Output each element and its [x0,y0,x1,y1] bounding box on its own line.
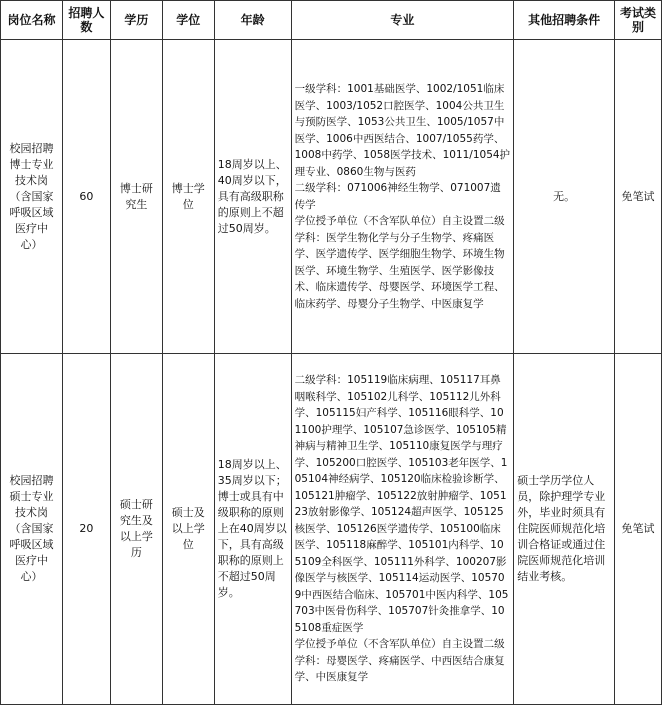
header-age: 年龄 [214,1,291,40]
position-cell: 校园招聘硕士专业技术岗（含国家呼吸区域医疗中心） [1,354,63,705]
count-cell: 20 [62,354,110,705]
education-cell: 硕士研究生及以上学历 [110,354,162,705]
major-line: 学位授予单位（不含军队单位）自主设置二级学科：母婴医学、疼痛医学、中西医结合康复学、中医康复学 [294,638,505,684]
header-other: 其他招聘条件 [514,1,615,40]
header-major: 专业 [291,1,514,40]
major-line: 二级学科：071006神经生物学、071007遗传学 [294,182,501,211]
major-line: 二级学科：105119临床病理、105117耳鼻咽喉科学、105102儿科学、105112儿外科学、105115妇产科学、105116眼科学、101100护理学、105107急诊医学、105105精神病与精神卫生学、105110康复医学与理疗学、105200口腔医学、105103老年医学、105104神经病学、105120临床检验诊断学、105121肿瘤学、105122放射肿瘤学、105123放射影像学、105124超声医学、105125核医学、105126医学遗传学、105100临床医学、105118麻醉学、105101内科学、105109全科医学、105111外科学、100207影像医学与核医学、105114运动医学、105709中西医结合临床、105701中医内科学、105703中医骨伤科学、105707针灸推拿学、105108重症医学 [294,374,509,634]
major-line: 一级学科：1001基础医学、1002/1051临床医学、1003/1052口腔医学、1004公共卫生与预防医学、1053公共卫生、1005/1057中医学、1006中西医结合、1007/1055药学、1008中药学、1058医学技术、1011/1054护理专业、0860生物与医药 [294,83,511,178]
table-row [1,40,662,354]
degree-cell: 硕士及以上学位 [162,354,214,705]
major-line: 学位授予单位（不含军队单位）自主设置二级学科：医学生物化学与分子生物学、疼痛医学、医学遗传学、医学细胞生物学、环境生物医学、环境生物学、生殖医学、医学影像技术、临床遗传学、母婴医学、环境医学工程、临床药学、母婴分子生物学、中医康复学 [294,215,505,310]
header-count: 招聘人数 [62,1,110,40]
header-exam: 考试类别 [615,1,662,40]
degree-cell: 博士学位 [162,40,214,354]
major-cell [291,40,514,354]
header-degree: 学位 [162,1,214,40]
header-position: 岗位名称 [1,1,63,40]
education-cell: 博士研究生 [110,40,162,354]
other-cell: 无。 [514,40,615,354]
exam-cell: 免笔试 [615,40,662,354]
header-row [1,1,662,40]
count-cell: 60 [62,40,110,354]
table-row [1,354,662,705]
other-cell: 硕士学历学位人员，除护理学专业外，毕业时须具有住院医师规范化培训合格证或通过住院医师规范化培训结业考核。 [514,354,615,705]
age-cell: 18周岁以上、40周岁以下，具有高级职称的原则上不超过50周岁。 [214,40,291,354]
position-cell: 校园招聘博士专业技术岗（含国家呼吸区域医疗中心） [1,40,63,354]
major-cell [291,354,514,705]
exam-cell: 免笔试 [615,354,662,705]
age-cell: 18周岁以上、35周岁以下；博士或具有中级职称的原则上在40周岁以下，具有高级职称的原则上不超过50周岁。 [214,354,291,705]
header-education: 学历 [110,1,162,40]
